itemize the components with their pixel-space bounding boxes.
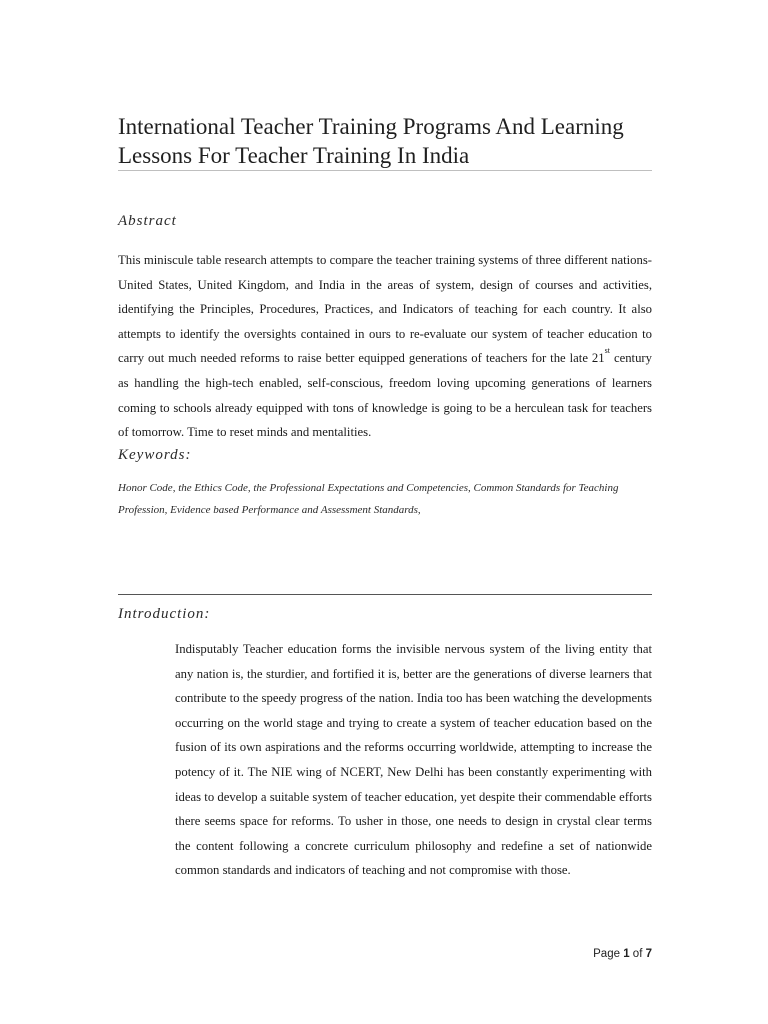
keywords-heading: Keywords:	[118, 447, 192, 463]
abstract-heading: Abstract	[118, 213, 177, 229]
page-number-middle: of	[629, 948, 646, 960]
page-number	[593, 948, 652, 960]
ordinal-superscript: st	[604, 346, 610, 356]
abstract-text-part2: century as handling the high-tech enabled, self-conscious, freedom loving upcoming generations of learners coming to schools already equipped with tons of knowledge is going to be a herculean task for teachers of tomorrow. Time to reset minds and mentalities.	[118, 351, 652, 440]
abstract-text	[118, 248, 652, 445]
page-number-prefix: Page	[593, 948, 624, 960]
introduction-heading: Introduction:	[118, 606, 211, 622]
introduction-text: Indisputably Teacher education forms the invisible nervous system of the living entity that any nation is, the sturdier, and fortified it is, better are the generations of diverse learners that contribute to the speedy progress of the nation. India too has been watching the developments occurring on the world stage and trying to create a system of teacher education based on the fusion of its own aspirations and the reforms occurring worldwide, attempting to increase the potency of it. The NIE wing of NCERT, New Delhi has been constantly experimenting with ideas to develop a suitable system of teacher education, yet despite their commendable efforts there seems space for reforms. To usher in those, one needs to design in crystal clear terms the content following a concrete curriculum philosophy and redefine a set of nationwide common standards and indicators of teaching and not compromise with those.	[175, 642, 652, 878]
page-number-current: 1	[623, 948, 630, 960]
keywords-text: Honor Code, the Ethics Code, the Professional Expectations and Competencies, Common Standards for Teaching Profession, Evidence based Performance and Assessment Standards,	[118, 482, 619, 516]
introduction-divider	[118, 594, 652, 595]
abstract-text-part1: This miniscule table research attempts to compare the teacher training systems of three different nations-United States, United Kingdom, and India in the areas of system, design of courses and activities, identifying the Principles, Procedures, Practices, and Indicators of teaching for each country. It also attempts to identify the oversights contained in ours to re-evaluate our system of teacher education to carry out much needed reforms to raise better equipped generations of teachers for the late 21	[118, 253, 652, 366]
document-title: International Teacher Training Programs And Learning Lessons For Teacher Training In India	[118, 114, 624, 168]
page-number-total: 7	[645, 948, 652, 960]
title-divider	[118, 170, 652, 171]
